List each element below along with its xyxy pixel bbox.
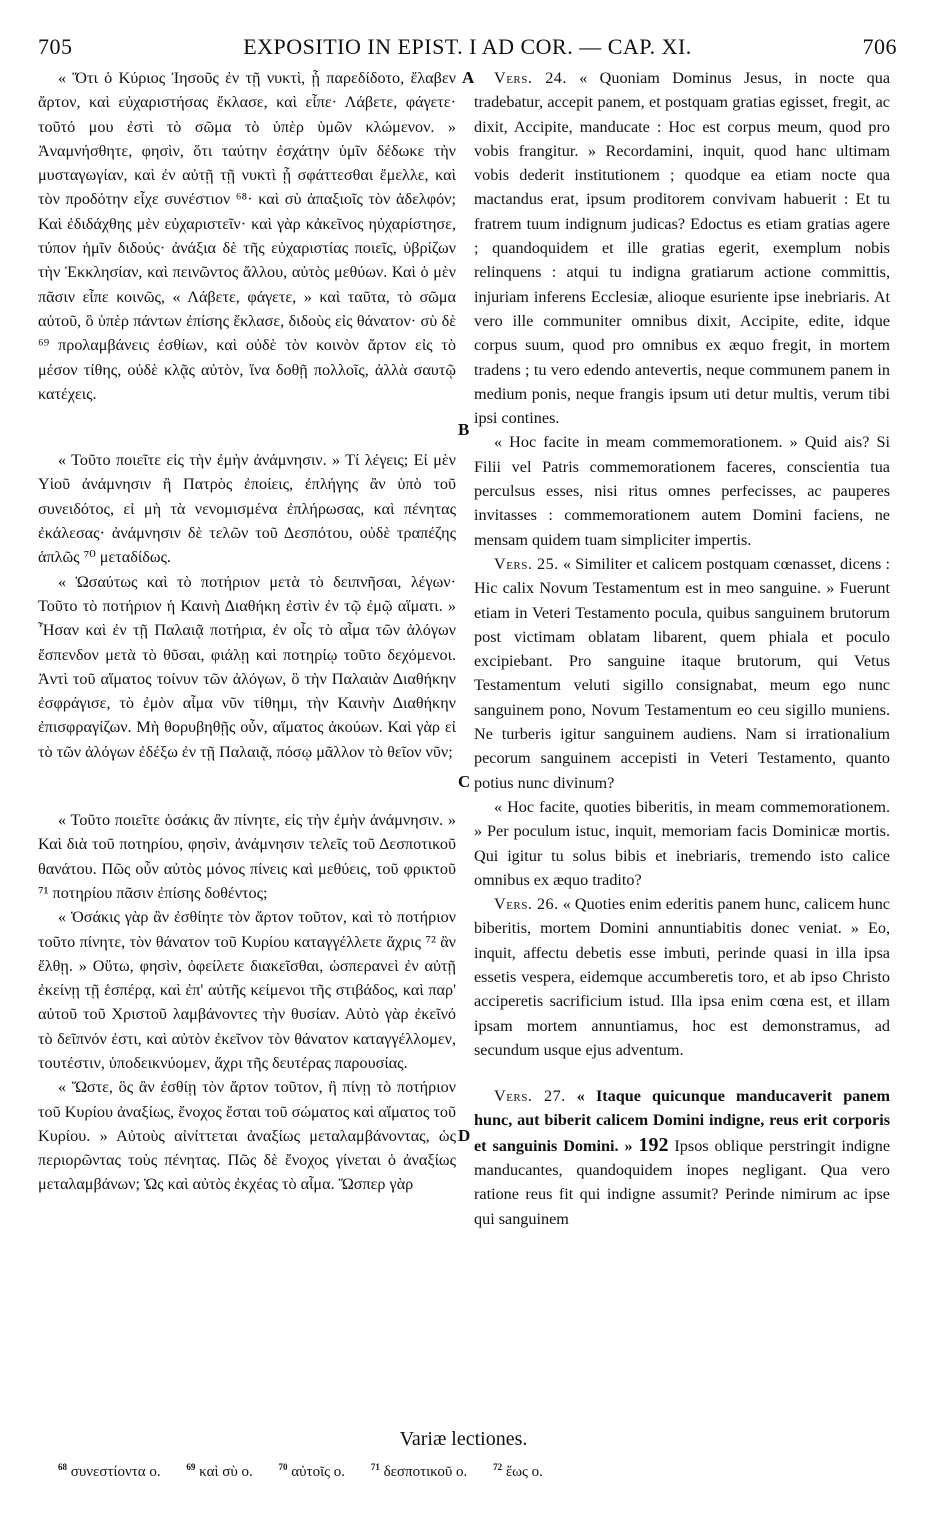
variae-lectiones-heading: Variæ lectiones. — [399, 1428, 528, 1450]
page-number-right: 706 — [862, 34, 897, 59]
latin-text: Ipsos oblique perstringit indigne manducantes, quandoquidem inopes negligant. Qua vero ratione reus fit qui indigne assumit? Perinde nimirum ac ipse qui sanguinem — [474, 1136, 891, 1228]
variant-number: 69 — [186, 1462, 196, 1472]
latin-paragraph-v24 — [474, 66, 890, 430]
verse-label: Vers. 25. — [494, 554, 559, 573]
variant-number: 72 — [493, 1462, 503, 1472]
variant-reading — [371, 1464, 468, 1480]
variant-text: αὐτοῖς ο. — [291, 1464, 346, 1480]
variant-text: συνεστίοντα ο. — [70, 1464, 161, 1480]
variant-number: 70 — [278, 1462, 288, 1472]
variant-reading — [279, 1464, 346, 1480]
greek-paragraph: « Ὡσαύτως καὶ τὸ ποτήριον μετὰ τὸ δειπνῆσαι, λέγων· Τοῦτο τὸ ποτήριον ἡ Καινὴ Διαθήκη ἐστὶν ἐν τῷ ἐμῷ αἵματι. » Ἦσαν καὶ ἐν τῇ Παλαιᾷ ποτήρια, ἐν οἷς τὸ αἷμα τῶν ἀλόγων ἔσπενδον μετὰ τὸ θῦσαι, φιάλῃ καὶ ποτηρίῳ τοῦτο δεχόμενοι. Ἀντὶ τοῦ αἵματος τοίνυν τῶν ἀλόγων, ὃ τὴν Παλαιὰν Διαθήκην ἐσφράγισε, τὸ ἐμὸν αἷμα νῦν τίθημι, τὴν Καινὴν Διαθήκην ἐπισφραγίζων. Μὴ θορυβηθῇς οὖν, αἵματος ἀκούων. Καὶ γὰρ εἰ τὸ τῶν ἀλόγων ἐδέξω ἐν τῇ Παλαιᾷ, πόσῳ μᾶλλον τὸ θεῖον νῦν; — [38, 572, 456, 761]
greek-paragraph: « Ὥστε, ὃς ἂν ἐσθίῃ τὸν ἄρτον τοῦτον, ἢ πίνῃ τὸ ποτήριον τοῦ Κυρίου ἀναξίως, ἔνοχος ἔσται τοῦ σώματος καὶ αἵματος τοῦ Κυρίου. » Αὐτοὺς αἰνίττεται ἀναξίως μεταλαμβάνοντας, ὡς περιορῶντας τοὺς πένητας. Πῶς δὲ ἔνοχος γίνεται ὁ ἀναξίως μεταλαμβάνων; Ὡς καὶ αὐτὸς ἐκχέας τὸ αἷμα. Ὥσπερ γὰρ — [38, 1078, 456, 1194]
margin-letter-d: D — [458, 1126, 471, 1145]
latin-column — [474, 66, 890, 1231]
latin-paragraph-v25 — [474, 552, 890, 795]
verse-label: Vers. 26. — [494, 895, 559, 914]
running-title: EXPOSITIO IN EPIST. I AD COR. — CAP. XI. — [243, 34, 692, 59]
verse-label: Vers. 24. — [494, 69, 567, 87]
variant-reading — [493, 1464, 543, 1480]
migne-column-number: 192 — [638, 1133, 669, 1156]
latin-paragraph-v27 — [474, 1084, 890, 1231]
latin-paragraph: « Hoc facite, quoties biberitis, in meam commemorationem. » Per poculum istuc, inquit, memoriam facis Dominicæ mortis. Qui igitur tu solus bibis et inebriaris, tremendo isto calice omnibus ex æquo tradito? — [474, 797, 890, 889]
greek-paragraph: « Τοῦτο ποιεῖτε ὁσάκις ἂν πίνητε, εἰς τὴν ἐμὴν ἀνάμνησιν. » Καὶ διὰ τοῦ ποτηρίου, φησὶν, ἀνάμνησιν τελεῖς τοῦ Δεσποτικοῦ θανάτου. Πῶς οὖν αὐτὸς μόνος πίνεις καὶ μεθύεις, τοῦ φρικτοῦ ⁷¹ ποτηρίου πᾶσιν ἐπίσης δοθέντος; — [38, 811, 456, 902]
latin-text: « Quoties enim ederitis panem hunc, calicem hunc biberitis, mortem Domini annuntiabitis donec veniat. » Eo, inquit, affectu debetis esse imbuti, perinde quasi in illa ipsa essetis vespera, eidemque accumberetis toro, et ab ipso Christo acciperetis sacrificium istud. Illa ipsa enim cœna est, et illam ipsam mortem annuntiamus, hoc est demonstramus, ad secundum usque ejus adventum. — [474, 895, 890, 1059]
margin-letter-b: B — [458, 420, 470, 439]
latin-text: « Quoniam Dominus Jesus, in nocte qua tradebatur, accepit panem, et postquam gratias egisset, fregit, ac dixit, Accipite, manducate : Hoc est corpus meum, quod pro vobis frangitur. » Recordamini, inquit, quod hanc ultimam vobis dederit institutionem ; quodque ea etiam nocte qua mactandus erat, ipsum proditorem convivam habuerit : Et tu fratrem tuum indignum judicas? Edoctus es etiam gratias agere ; quandoquidem et ille gratias egerit, exemplum nobis relinquens : atqui tu indigna gratiarum actione committis, injuriam inferens Ecclesiæ, alioque esuriente ipse inebriaris. At vero ille communiter omnibus dixit, Accipite, edite, idque corpus suum, quod pro omnibus ex æquo fregit, in mortem tradens ; tu vero edendo antevertis, neque communem panem in medium ponis, neque frangis ipsum uti detur multis, verum tibi ipsi contines. — [474, 69, 890, 428]
margin-letter-a: A — [462, 68, 475, 87]
latin-paragraph: « Hoc facite in meam commemorationem. » Quid ais? Si Filii vel Patris commemorationem faceres, conscientia tua perculsus esses, nisi ritus omnes perfecisses, ac pauperes invitasses : commemorationem autem Domini faciens, ne mensam quidem tuam simpliciter impertis. — [474, 433, 890, 549]
variant-text: ἕως ο. — [505, 1464, 543, 1480]
variant-reading — [186, 1464, 252, 1480]
greek-paragraph: « Ὁσάκις γὰρ ἂν ἐσθίητε τὸν ἄρτον τοῦτον, καὶ τὸ ποτήριον τοῦτο πίνητε, τὸν θάνατον τοῦ Κυρίου καταγγέλλετε ἄχρις ⁷² ἂν ἔλθῃ. » Οὕτω, φησὶν, ὀφείλετε διακεῖσθαι, ὡσπερανεὶ ἐν αὐτῇ ἐκείνῃ τῇ ἑσπέρᾳ, καὶ ἐπ' αὐτῆς κείμενοι τῆς στιβάδος, καὶ παρ' αὐτοῦ τοῦ Χριστοῦ λαμβάνοντες τὴν θυσίαν. Αὐτὸ γὰρ ἐκεῖνό τὸ δεῖπνόν ἐστι, καὶ αὐτὸν ἐκεῖνον τὸν θάνατον καταγγέλλομεν, τουτέστιν, ὑποδεικνύομεν, ἄχρι τῆς δευτέρας παρουσίας. — [38, 908, 456, 1072]
latin-paragraph-v26 — [474, 892, 890, 1062]
greek-paragraph: « Ὅτι ὁ Κύριος Ἰησοῦς ἐν τῇ νυκτὶ, ᾗ παρεδίδοτο, ἔλαβεν ἄρτον, καὶ εὐχαριστήσας ἔκλασε, καὶ εἶπε· Λάβετε, φάγετε· τοῦτό μου ἐστὶ τὸ σῶμα τὸ ὑπὲρ ὑμῶν κλώμενον. » Ἀναμνήσθητε, φησὶν, ὅτι ταύτην ἐσχάτην ὑμῖν δέδωκε τὴν μυσταγωγίαν, καὶ ἐν αὐτῇ τῇ νυκτὶ ᾗ σφάττεσθαι ἔμελλε, καὶ τὸν προδότην εἶχε συνέστιον ⁶⁸· καὶ σὺ ἀπαξιοῖς τὸν ἀδελφόν; Καὶ ἐδιδάχθης μὲν εὐχαριστεῖν· καὶ γὰρ κἀκεῖνος ηὐχαρίστησε, τύπον ἡμῖν διδούς· ἀνάξια δὲ τῆς εὐχαριστίας ποιεῖς, ὑβρίζων τὴν Ἐκκλησίαν, καὶ πεινῶντος ἄλλου, αὐτὸς μεθύων. Καὶ ὁ μὲν πᾶσιν εἶπε κοινῶς, « Λάβετε, φάγετε, » καὶ ταῦτα, τὸ σῶμα αὐτοῦ, ὃ ὑπὲρ πάντων ἐπίσης ἔκλασε, διδοὺς εἰς θάνατον· σὺ δὲ ⁶⁹ προλαμβάνεις ἐσθίων, καὶ οὐδὲ τὸν κοινὸν ἄρτον εἰς τὸ μέσον τίθης, οὐδὲ κλᾷς αὐτὸν, ἵνα δοθῇ πολλοῖς, ἀλλὰ σαυτῷ κατέχεις. — [38, 69, 456, 403]
verse-label: Vers. 27. — [494, 1087, 566, 1106]
greek-column — [38, 66, 456, 1197]
latin-scripture-quote: « Itaque quicunque manducaverit panem hunc, aut biberit calicem Domini indigne, reus erit corporis et sanguinis Domini. » — [474, 1087, 891, 1155]
margin-letter-c: C — [458, 772, 471, 791]
variant-text: δεσποτικοῦ ο. — [383, 1464, 468, 1480]
latin-text: « Similiter et calicem postquam cœnasset, dicens : Hic calix Novum Testamentum est in meo sanguine. » Fuerunt etiam in Veteri Testamento pocula, quibus sanguinem brutorum post victimam oblatam libarent, quem phiala et poculo excipiebant. Pro sanguine itaque brutorum, qui Vetus Testamentum veluti sigillo consignabat, meum ego nunc sanguinem pono, Novum Testamentum eo ceu sigillo muniens. Ne turberis igitur sanguinem audiens. Nam si irrationalium pecorum sanguinem accepisti in Veteri Testamento, quanto potius nunc divinum? — [474, 554, 890, 792]
variae-lectiones-list — [58, 1462, 898, 1481]
page-header — [38, 34, 897, 64]
variant-number: 71 — [370, 1462, 380, 1472]
variant-number: 68 — [58, 1462, 67, 1472]
greek-paragraph: « Τοῦτο ποιεῖτε εἰς τὴν ἐμὴν ἀνάμνησιν. » Τί λέγεις; Εἰ μὲν Υἱοῦ ἀνάμνησιν ἢ Πατρὸς ἐποίεις, ἐπλήγης ἂν ὑπὸ τοῦ συνειδότος, εἰ μὴ τὰ νενομισμένα ἐπλήρωσας, καὶ πένητας ἐκάλεσας· ἀνάμνησιν δὲ τελῶν τοῦ Δεσπότου, οὐδὲ τραπέζης ἁπλῶς ⁷⁰ μεταδίδως. — [38, 451, 456, 567]
variant-reading — [58, 1464, 161, 1480]
page-number-left: 705 — [38, 34, 73, 59]
variant-text: καὶ σὺ ο. — [199, 1464, 253, 1480]
